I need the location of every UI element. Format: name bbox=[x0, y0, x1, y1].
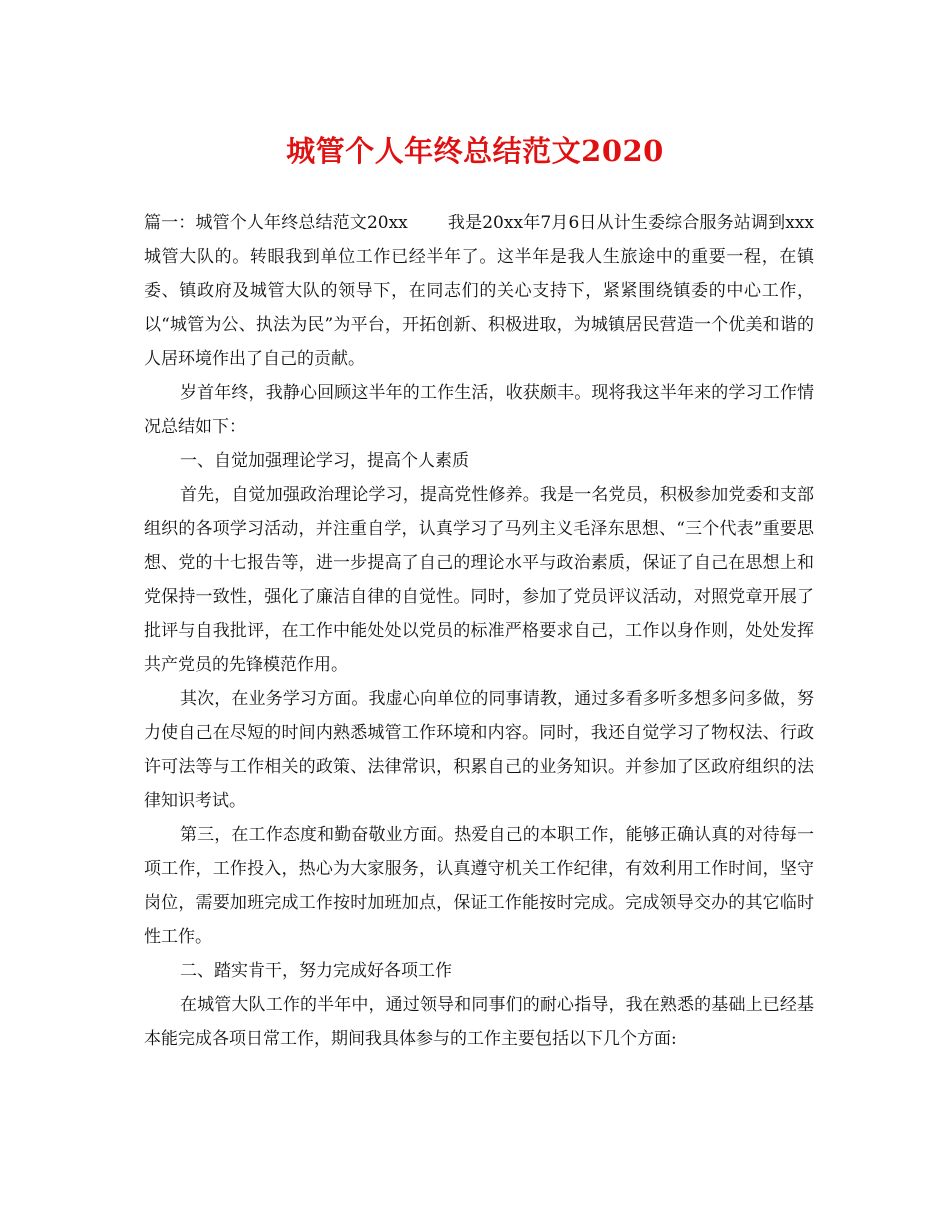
paragraph: 首先，自觉加强政治理论学习，提高党性修养。我是一名党员，积极参加党委和支部组织的各项学习活动，并注重自学，认真学习了马列主义毛泽东思想、“三个代表”重要思想、党的十七报告等，进一步提高了自己的理论水平与政治素质，保证了自己在思想上和党保持一致性，强化了廉洁自律的自觉性。同时，参加了党员评议活动，对照党章开展了批评与自我批评，在工作中能处处以党员的标准严格要求自己，工作以身作则，处处发挥共产党员的先锋模范作用。 bbox=[144, 485, 814, 675]
intro-label: 篇一：城管个人年终总结范文20xx bbox=[144, 213, 408, 233]
paragraph-intro bbox=[144, 206, 814, 376]
paragraph: 其次，在业务学习方面。我虚心向单位的同事请教，通过多看多听多想多问多做，努力使自己在尽短的时间内熟悉城管工作环境和内容。同时，我还自觉学习了物权法、行政许可法等与工作相关的政策、法律常识，积累自己的业务知识。并参加了区政府组织的法律知识考试。 bbox=[144, 689, 814, 811]
section-heading: 二、踏实肯干，努力完成好各项工作 bbox=[180, 961, 452, 981]
document-title: 城管个人年终总结范文2020 bbox=[286, 134, 664, 168]
paragraph-text: 我是20xx年7月6日从计生委综合服务站调到xxx城管大队的。转眼我到单位工作已经半年了。这半年是我人生旅途中的重要一程，在镇委、镇政府及城管大队的领导下，在同志们的关心支持下，紧紧围绕镇委的中心工作，以“城管为公、执法为民”为平台，开拓创新、积极进取，为城镇居民营造一个优美和谐的人居环境作出了自己的贡献。 bbox=[144, 213, 815, 369]
section-heading: 一、自觉加强理论学习，提高个人素质 bbox=[180, 451, 469, 471]
paragraph: 岁首年终，我静心回顾这半年的工作生活，收获颇丰。现将我这半年来的学习工作情况总结如下： bbox=[144, 383, 814, 437]
paragraph: 第三，在工作态度和勤奋敬业方面。热爱自己的本职工作，能够正确认真的对待每一项工作，工作投入，热心为大家服务，认真遵守机关工作纪律，有效利用工作时间，坚守岗位，需要加班完成工作按时加班加点，保证工作能按时完成。完成领导交办的其它临时性工作。 bbox=[144, 825, 814, 947]
document-body bbox=[144, 206, 814, 1056]
paragraph: 在城管大队工作的半年中，通过领导和同事们的耐心指导，我在熟悉的基础上已经基本能完成各项日常工作，期间我具体参与的工作主要包括以下几个方面: bbox=[144, 995, 814, 1049]
